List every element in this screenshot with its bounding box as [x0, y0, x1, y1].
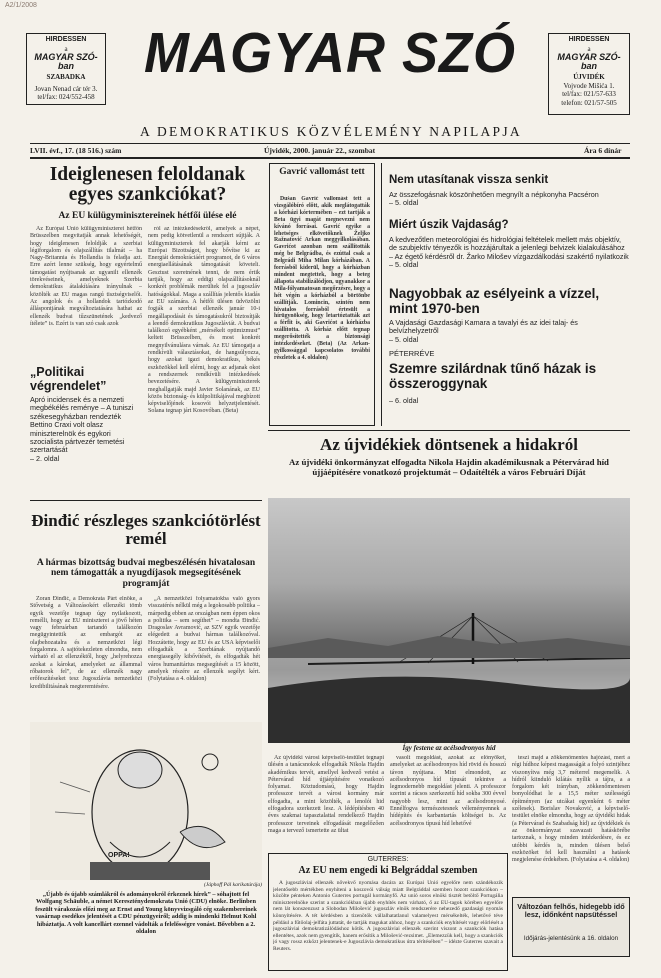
lead-body-col1: Az Európai Unió külügyminiszterei hétfőn Brüsszelben megvitatják annak lehetőségét, hogy ideiglenesen feloldják a szerbiai légiforgalom és olajszállítás tilalmát – ha Nagy-Britannia és Hollandia is feladja azt. Erre azért lenne szükség, hogy egyértelmű támogatást nyújtsanak az ugyanilt ellenzék törekvéseinek, amelyeknek Szerbia demokratikus átalakítására irányulnak – közölték az EU magas rangú tisztségviselői. Az angolok és a hollandok tartózkodó álláspontjának megváltoztatására hathat az ellenzék budvai tűzszünetének „kedvező ítélete” is. Ezért is van szó csak azok	[30, 226, 142, 327]
teaser-3-title: Nagyobbak az esélyeink a vízzel, mint 1970-ben	[389, 286, 600, 316]
ad-address: Vojvode Mišića 1.	[563, 81, 615, 90]
lead-deck: Az EU külügyminisztereinek hétfői ülése elé	[58, 211, 237, 221]
gavric-text: Dušan Gavrić vallomást tett a vizsgálóbíró előtt, akik meglátogatták a kórházi kórtermében – ezt tartják a Beta ügyi magát megnevezni nem kívánó forrásai. Gavrić egyike a lehetséges elkövetőknek Željko Ražnatović Arkan meggyilkolásában. Gavrićot azonban nem szállították még be Belgrádba, és ezúttal csak a Belgrádi Miha Milan kórházában. A forrásból kiderül, hogy a kórházban mindent megtettek, hogy a beteg állapota stabilizálódjon, ugyanakkor a Mila-fólyamatosan megőrzésre, hogy a hét végén a kórházból a börtönbe szállítják. Lomincin, szintén nem hivatalos forrásból értesült a hírügynökség, hogy letartóztatták azt a férfit is, aki Gavrićot a kórházba szállította. A kórház előtt tegnap megerősítették a biztonsági intézkedéseket. (Beta) (Az Arkan-gyilkossággal kapcsolatos további részletek a 4. oldalon)	[274, 196, 370, 361]
price: Ára 6 dínár	[584, 146, 622, 155]
teaser-1-text: Az összefogásnak köszönhetően megnyílt a népkonyha Pacséron – 5. oldal	[389, 190, 599, 208]
bridge-headline: Az újvidékiek döntsenek a hidakról	[320, 435, 578, 454]
teaser-4-title: Szemre szilárdnak tűnő házak is összeroggynak	[389, 361, 597, 391]
dindic-headline: Đinđić részleges szankciótörlést remél	[31, 511, 261, 548]
bridge-illustration	[268, 498, 630, 743]
lead-body-col2: ról az intézkedésekről, amelyek a népet, nem pedig kötvetlenül a rendszert sújtják. A külügyminiszterek fel akarják kérni az Európai Bizottságot, hogy bővítse ki az Energiát demokráciáért programot, de 6 város energiaellátásának támogatását követeli. Gesztust szeretnének tenni, de nem értik tartják, hogy az eddigi olajszállításoknál konkrét problémák merültek fel a jugoszláv hatóságokkal. Maga a szállítás jelentős kiadás az EU számára. A hétfői ülésen üdvözölni fogják a szerbiai ellenzék január 10-i megállapodását és támogatásukról biztosítják a leendő demokratikus Jugoszláviát. A budvai találkozó egyébként „mérsékelt optimizmust” keltett Brüsszelben, és most konkrét megnyilvánulásra várnak. Az EU támogatja a rendkívüli választásokat, de hangsúlyozza, hogy azokat igazi demokratikus, békés eszközökkel kell elérni, hogy az adjanak okot a rendszernek rendkívüli intézkedések bevezetésére. A külügyminiszterek meghallgatják majd Javier Solanának, az EU közös biztonság- és külpolitikájával megbízott képviselőjének kosovói helyzetjelentését. Solana tegnap járt Kosovóban. (Beta)	[148, 226, 260, 415]
bridge-body-col3: teszi majd a zökkenőmentes hajózást, mert a régi hídhoz képest magasságát a folyó szintjéhez viszonyítva még 3,7 méterrel megemelik. A hídról kiinduló kilátás nyílik a tájra, a a forgalom két irányban, zökkenőmentesen bonyolódhat le a 15,5 méter szélességű építményen (az utcákat egyenként 6 méter szélesek). Borislav Novaković, a képviselő-testület elnöke elmondta, hogy az újvidéki hidak (a Pétervárad és Szabadság híd) az újvidékiek és az önkormányzat szavazati hatáskörébe tartoznak, s hogy minden intézkedésre, és ez utóbbi kérdés is, minden ülésen belső eszközöket fel kell használni a hatások megjelenése érdekében. (Folytatása a 4. oldalon)	[512, 755, 630, 864]
teaser-1-title: Nem utasítanak vissza senkit	[389, 174, 549, 186]
teaser-4-kicker: PÉTERRÉVE	[389, 349, 435, 358]
lead-headline: Ideiglenesen feloldanak egyes szankciókat?	[49, 164, 246, 206]
ad-label-a: a	[64, 44, 68, 53]
page-reference: – 2. oldal	[30, 453, 60, 463]
archive-mark: A2/1/2008	[5, 2, 37, 9]
bridge-photo-caption: Így festene az acélsodronyos híd	[402, 744, 496, 752]
bridge-body-col1: Az újvidéki városi képviselő-testület tegnapi ülésén a tanácsnokok elfogadták Nikola Hajdin akadémikus tervét, amellyel kedvező vetést a Pétervárad híd újjáépítésére vonatkozó folyamat. Köztudomású, hogy Hajdin professzor tervét a városi kormány már elfogadta, a mint közölték, a lenolói hid elfogadora szerkezett lesz. A lédépítésben 40 éves szakmai tapasztalattal rendelkező Hajdin professzor terveinek elfogadását megelőzően maga a tervező ismertette az ültat	[268, 755, 384, 834]
cartoon-drawing	[30, 722, 262, 880]
teaser-2-text: A kedvezőtlen meteorológiai és hidrológiai feltételek mellett más objektív, de szubjektív tényezők is hozzájárultak a jelenlegi belvizek kialakulásához – Az égető kérdésről dr. Žarko Milošev vízgazdálkodási szakértő nyilatkozik – 5. oldal	[389, 235, 629, 270]
left-advert-box	[26, 33, 106, 105]
masthead-title: MAGYAR SZÓ	[144, 21, 516, 85]
cartoon-speech: OPPA!	[108, 852, 130, 859]
ad-phone-2: telefon: 021/57-505	[561, 98, 617, 107]
ad-address: Jovan Nenad cár tér 3.	[34, 84, 98, 93]
dindic-deck: A hármas bizottság budvai megbeszélésén hivatalosan nem támogatták a nyugdíjasok megsegítésének programját	[36, 558, 256, 589]
ad-office: ÚJVIDÉK	[573, 73, 605, 81]
divider	[30, 500, 262, 501]
ad-office: SZABADKA	[46, 73, 86, 81]
dindic-body-col1: Zoran Đinđić, a Demokrata Párt elnöke, a Stővetség a Változásokért ellenzéki tömb egyik vezetője tegnap úgy nyilatkozott, remélli, hogy az EU miniszterei a jövő héten vagy februárban tartandó találkozón megügyintettik az embargót az olajbehozatalra és a nemzetközi légi forgalomra. A sajtótekezleten elmondta, nem várható el az ellenzéktől, hogy „helyrehozza azokat a károkat, amelyeket az állammal rőbatorok fel”, de az ellenzék nagy erőfeszítéseket tesz Jugoszlávia nemzetközi kredibilitásának megteremtésére.	[30, 596, 142, 690]
ad-label-a: a	[587, 44, 591, 53]
ad-logo: MAGYAR SZÓ-ban	[557, 52, 621, 71]
teaser-4-page: – 6. oldal	[389, 396, 419, 405]
gavric-headline: Gavrić vallomást tett	[279, 167, 365, 177]
guterres-text: A jugoszláviai ellenzék nővekvő nyomása dacára az Európai Unió egyelőre nem szándékozik jelentősebb mértékben enyhíteni a koszovói válság miatt Belgráddal szemben hozott szankciókon – közölte pénteken Antonio Guterres portugál kormányfő. Az unió soros elnöki tisztét betöltő Portugália miniszterelnöke szerint a szankciókban újabb enyhítés nem várható, ő az EU-tagok körében egyelőre nem lát konszenzust a Slobodan Milošević jugoszláv elnök rendszerére nehezedő gazdasági nyomás könnyítésére. A tét kérdésben a tizenötök vállalhatatlanul valamelyest mérsékelték, lehetővé téve például a fűtőolaj-jelfáta juttatát, de tartják magukat ahhoz, hogy a szankciók enyhítését vagy elörlését a jugoszláviai demokratizálódáshoz kötik. A jugoszláviai ellenzék szerint viszont a szankciók hatása ellentétes, azok nem gyengítik, hanem erősítik a Milošević-rezsimet. „Elemezzük kell, hogy a szankciók jó vagy rossz ezközt jelentenek-e Jugoszlávia demokratikus útra térítésében” – idézte Guterres szavait a Reuters.	[273, 880, 503, 952]
issue-date: Újvidék, 2000. január 22., szombat	[264, 146, 376, 155]
ad-label: HIRDESSEN	[45, 36, 87, 43]
divider	[268, 430, 630, 431]
cartoon-credit: (Jáphoff Pál karikatúrája)	[203, 882, 262, 888]
divider	[30, 157, 630, 159]
ad-logo: MAGYAR SZÓ-ban	[34, 52, 98, 71]
cartoon	[30, 722, 262, 880]
masthead-subtitle: A DEMOKRATIKUS KÖZVÉLEMÉNY NAPILAPJA	[140, 124, 522, 139]
teaser-2-title: Miért úszik Vajdaság?	[389, 219, 509, 231]
dindic-body-col2: „A nemzetközi folyamatokba való gyors visszatérés nélkül még a legokosabb politika – márpedig ebben az országban nem éppen okos a politika – sem segíthet” – mondta Đinđić. Dragoslav Avramović, az SZV egyik vezetője elégedett a budvai hármas találkozóval. Hozzátette, hogy az EU és az USA képviselői elfogadták a Szerbiának nyújtandó energiasegély kibővítését, és elfogadták hét város humanitárius megsegítését a 15 között, amelyek részére az ellenzék segélyt kért. (Folytatása a 4. oldalon)	[148, 596, 260, 683]
page-reference: – 5. oldal	[389, 198, 419, 208]
right-advert-box	[548, 33, 630, 115]
weather-text: Változóan felhős, hidegebb idő lesz, időnként napsütéssel	[517, 902, 625, 920]
politikai-headline: „Politikai végrendelet”	[30, 365, 107, 393]
page-reference: – 5. oldal	[389, 260, 419, 270]
ad-label: HIRDESSEN	[568, 36, 610, 43]
guterres-kicker: GUTERRES:	[367, 856, 409, 863]
guterres-headline: Az EU nem engedi ki Belgráddal szemben	[298, 865, 478, 876]
divider	[30, 143, 630, 144]
weather-page: Időjárás-jelentésünk a 16. oldalon	[523, 935, 619, 942]
ad-phone: tel/fax: 021/57-633	[562, 90, 616, 98]
volume-number: LVII. évf., 17. (18 516.) szám	[30, 146, 122, 155]
column-rule	[381, 163, 382, 426]
bridge-deck: Az újvidéki önkormányzat elfogadta Nikola Hajdin akadémikusnak a Pétervárad híd újjáépítésére vonatkozó projektumát – Odaítélték a város Februári Díját	[289, 457, 609, 477]
teaser-3-text: A Vajdasági Gazdasági Kamara a tavalyi és az idei talaj- és belvízhelyzetről – 5. oldal	[389, 318, 578, 344]
bridge-photo	[268, 498, 630, 743]
bridge-body-col2: vasolt megoldást, azokat az előnyöket, amelyeket az acélsodronyos híd rövid és hosszú távon nyújtana. Mint elmondott, az acélsodronyos híd típusát tekintve a legmodernebb megoldást jelenti. A professzor szerint a rácsos szerkezetű híd sokba 300 évvel nagyobb lesz, mint az acélsodronyosé. Ennélfogva természetesnek véleményennek a hídépítés és karbantartás költségei is. Az acélsodronyos típusú híd lehetővé	[390, 755, 506, 827]
cartoon-caption: „Újabb és újabb számlákról és adományokról érkeznek hírek” – sóhajtott fel Wolfgang Schäuble, a német Kereszténydemokrata Unió (CDU) elnöke. Berlinben feszült várakozás előzi meg az Ernst and Young könyvvizsgáló cég szakembereinek vasárnap esedékes jelentését a CDU pénzügyeiről; addig is mindenki Helmut Kohl hibáztatja. A volt kancellárt ezennel vádolták a felelősségre vonást. Bővebben a 2. oldalon	[35, 891, 257, 936]
ad-phone: tel/fax: 024/552-458	[37, 93, 95, 101]
politikai-text: Apró incidensek és a nemzeti megbékélés reménye – A tuniszi székesegyházban rendezték Bettino Craxi volt olasz miniszterelnök és egykori szocialista pártvezér temetési szertartását – 2. oldal	[30, 395, 134, 463]
page-reference: – 5. oldal	[389, 334, 419, 344]
